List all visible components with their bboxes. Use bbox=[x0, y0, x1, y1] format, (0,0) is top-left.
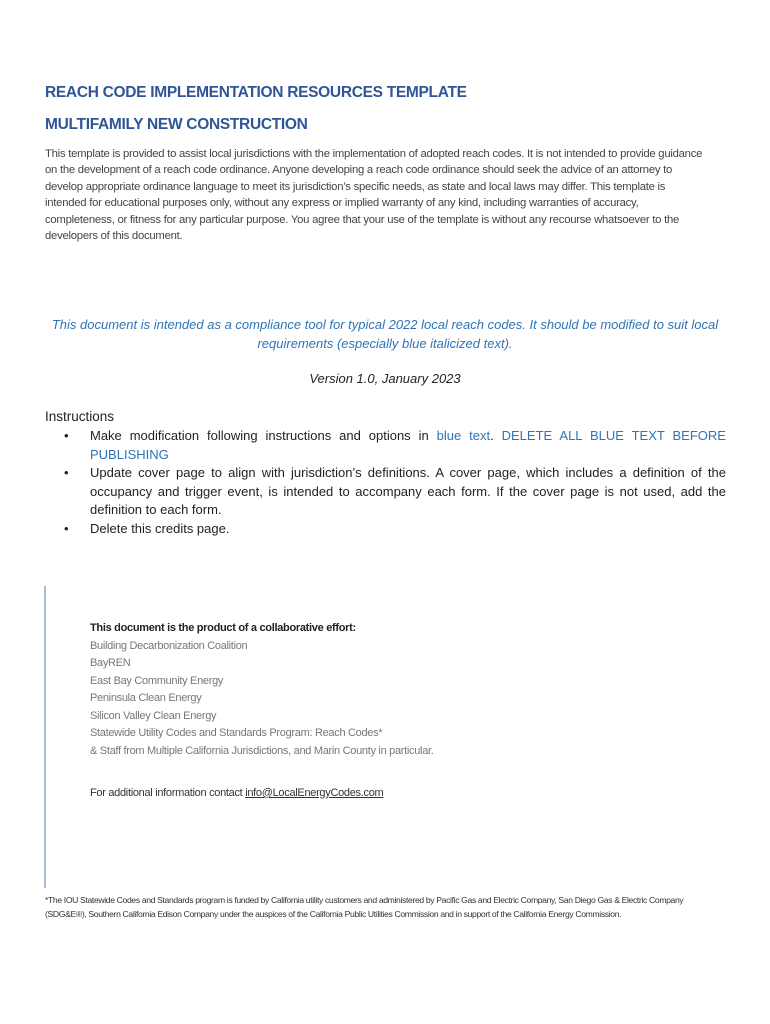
list-item bbox=[62, 520, 726, 539]
instruction-text: Update cover page to align with jurisdiction’s definitions. A cover page, which includes a definition of the occupancy and trigger event, is intended to accompany each form. If the cover page is not used, add the definition to each form. bbox=[90, 465, 726, 518]
instruction-text: Make modification following instructions and options in bbox=[90, 428, 437, 443]
bullet-icon: • bbox=[64, 465, 69, 481]
instruction-text: . bbox=[490, 428, 502, 443]
credit-item: Statewide Utility Codes and Standards Program: Reach Codes* bbox=[90, 727, 383, 739]
side-rule bbox=[44, 586, 46, 888]
list-item bbox=[62, 427, 726, 464]
document-title: REACH CODE IMPLEMENTATION RESOURCES TEMPLATE bbox=[45, 84, 467, 101]
footnote: *The IOU Statewide Codes and Standards program is funded by California utility customers and administered by Pacific Gas and Electric Company, San Diego Gas & Electric Company (SDG&E®), Southern California Edison Company under the auspices of the California Public Utilities Commission and in support of the California Energy Commission. bbox=[45, 895, 684, 919]
credit-item: East Bay Community Energy bbox=[90, 674, 224, 687]
blue-text-label: blue text bbox=[436, 428, 491, 443]
compliance-note: This document is intended as a compliance tool for typical 2022 local reach codes. It should be modified to suit local requirements (especially blue italicized text). bbox=[51, 317, 719, 351]
contact-line bbox=[90, 787, 383, 799]
instructions-list bbox=[62, 427, 726, 539]
credits-heading: This document is the product of a collaborative effort: bbox=[90, 622, 356, 634]
credit-item: BayREN bbox=[90, 657, 131, 669]
credit-item: & Staff from Multiple California Jurisdictions, and Marin County in particular. bbox=[90, 744, 434, 757]
intro-paragraph: This template is provided to assist local jurisdictions with the implementation of adopted reach codes. It is not intended to provide guidance on the development of a reach code ordinance. Anyone developing a reach code ordinance should seek the advice of an attorney to develop appropriate ordinance language to meet its jurisdiction’s specific needs, as state and local laws may differ. This template is intended for educational purposes only, without any express or implied warranty of any kind, including warranties of accuracy, completeness, or fitness for any particular purpose. You agree that your use of the template is without any recourse whatsoever to the developers of this document. bbox=[45, 148, 703, 243]
credit-item: Building Decarbonization Coalition bbox=[90, 639, 248, 652]
bullet-icon: • bbox=[64, 428, 69, 443]
instruction-text: Delete this credits page. bbox=[90, 520, 230, 536]
bullet-icon: • bbox=[64, 520, 69, 536]
contact-email-link[interactable]: info@LocalEnergyCodes.com bbox=[245, 787, 384, 799]
contact-text: For additional information contact bbox=[90, 787, 246, 799]
instructions-heading: Instructions bbox=[45, 409, 115, 424]
credits-block bbox=[90, 620, 690, 760]
version-line: Version 1.0, January 2023 bbox=[309, 371, 461, 386]
credit-item: Silicon Valley Clean Energy bbox=[90, 709, 217, 722]
list-item bbox=[62, 464, 726, 520]
delete-blue-text-note: DELETE ALL BLUE TEXT BEFORE PUBLISHING bbox=[90, 428, 726, 462]
document-subtitle: MULTIFAMILY NEW CONSTRUCTION bbox=[45, 116, 308, 133]
credit-item: Peninsula Clean Energy bbox=[90, 692, 202, 704]
